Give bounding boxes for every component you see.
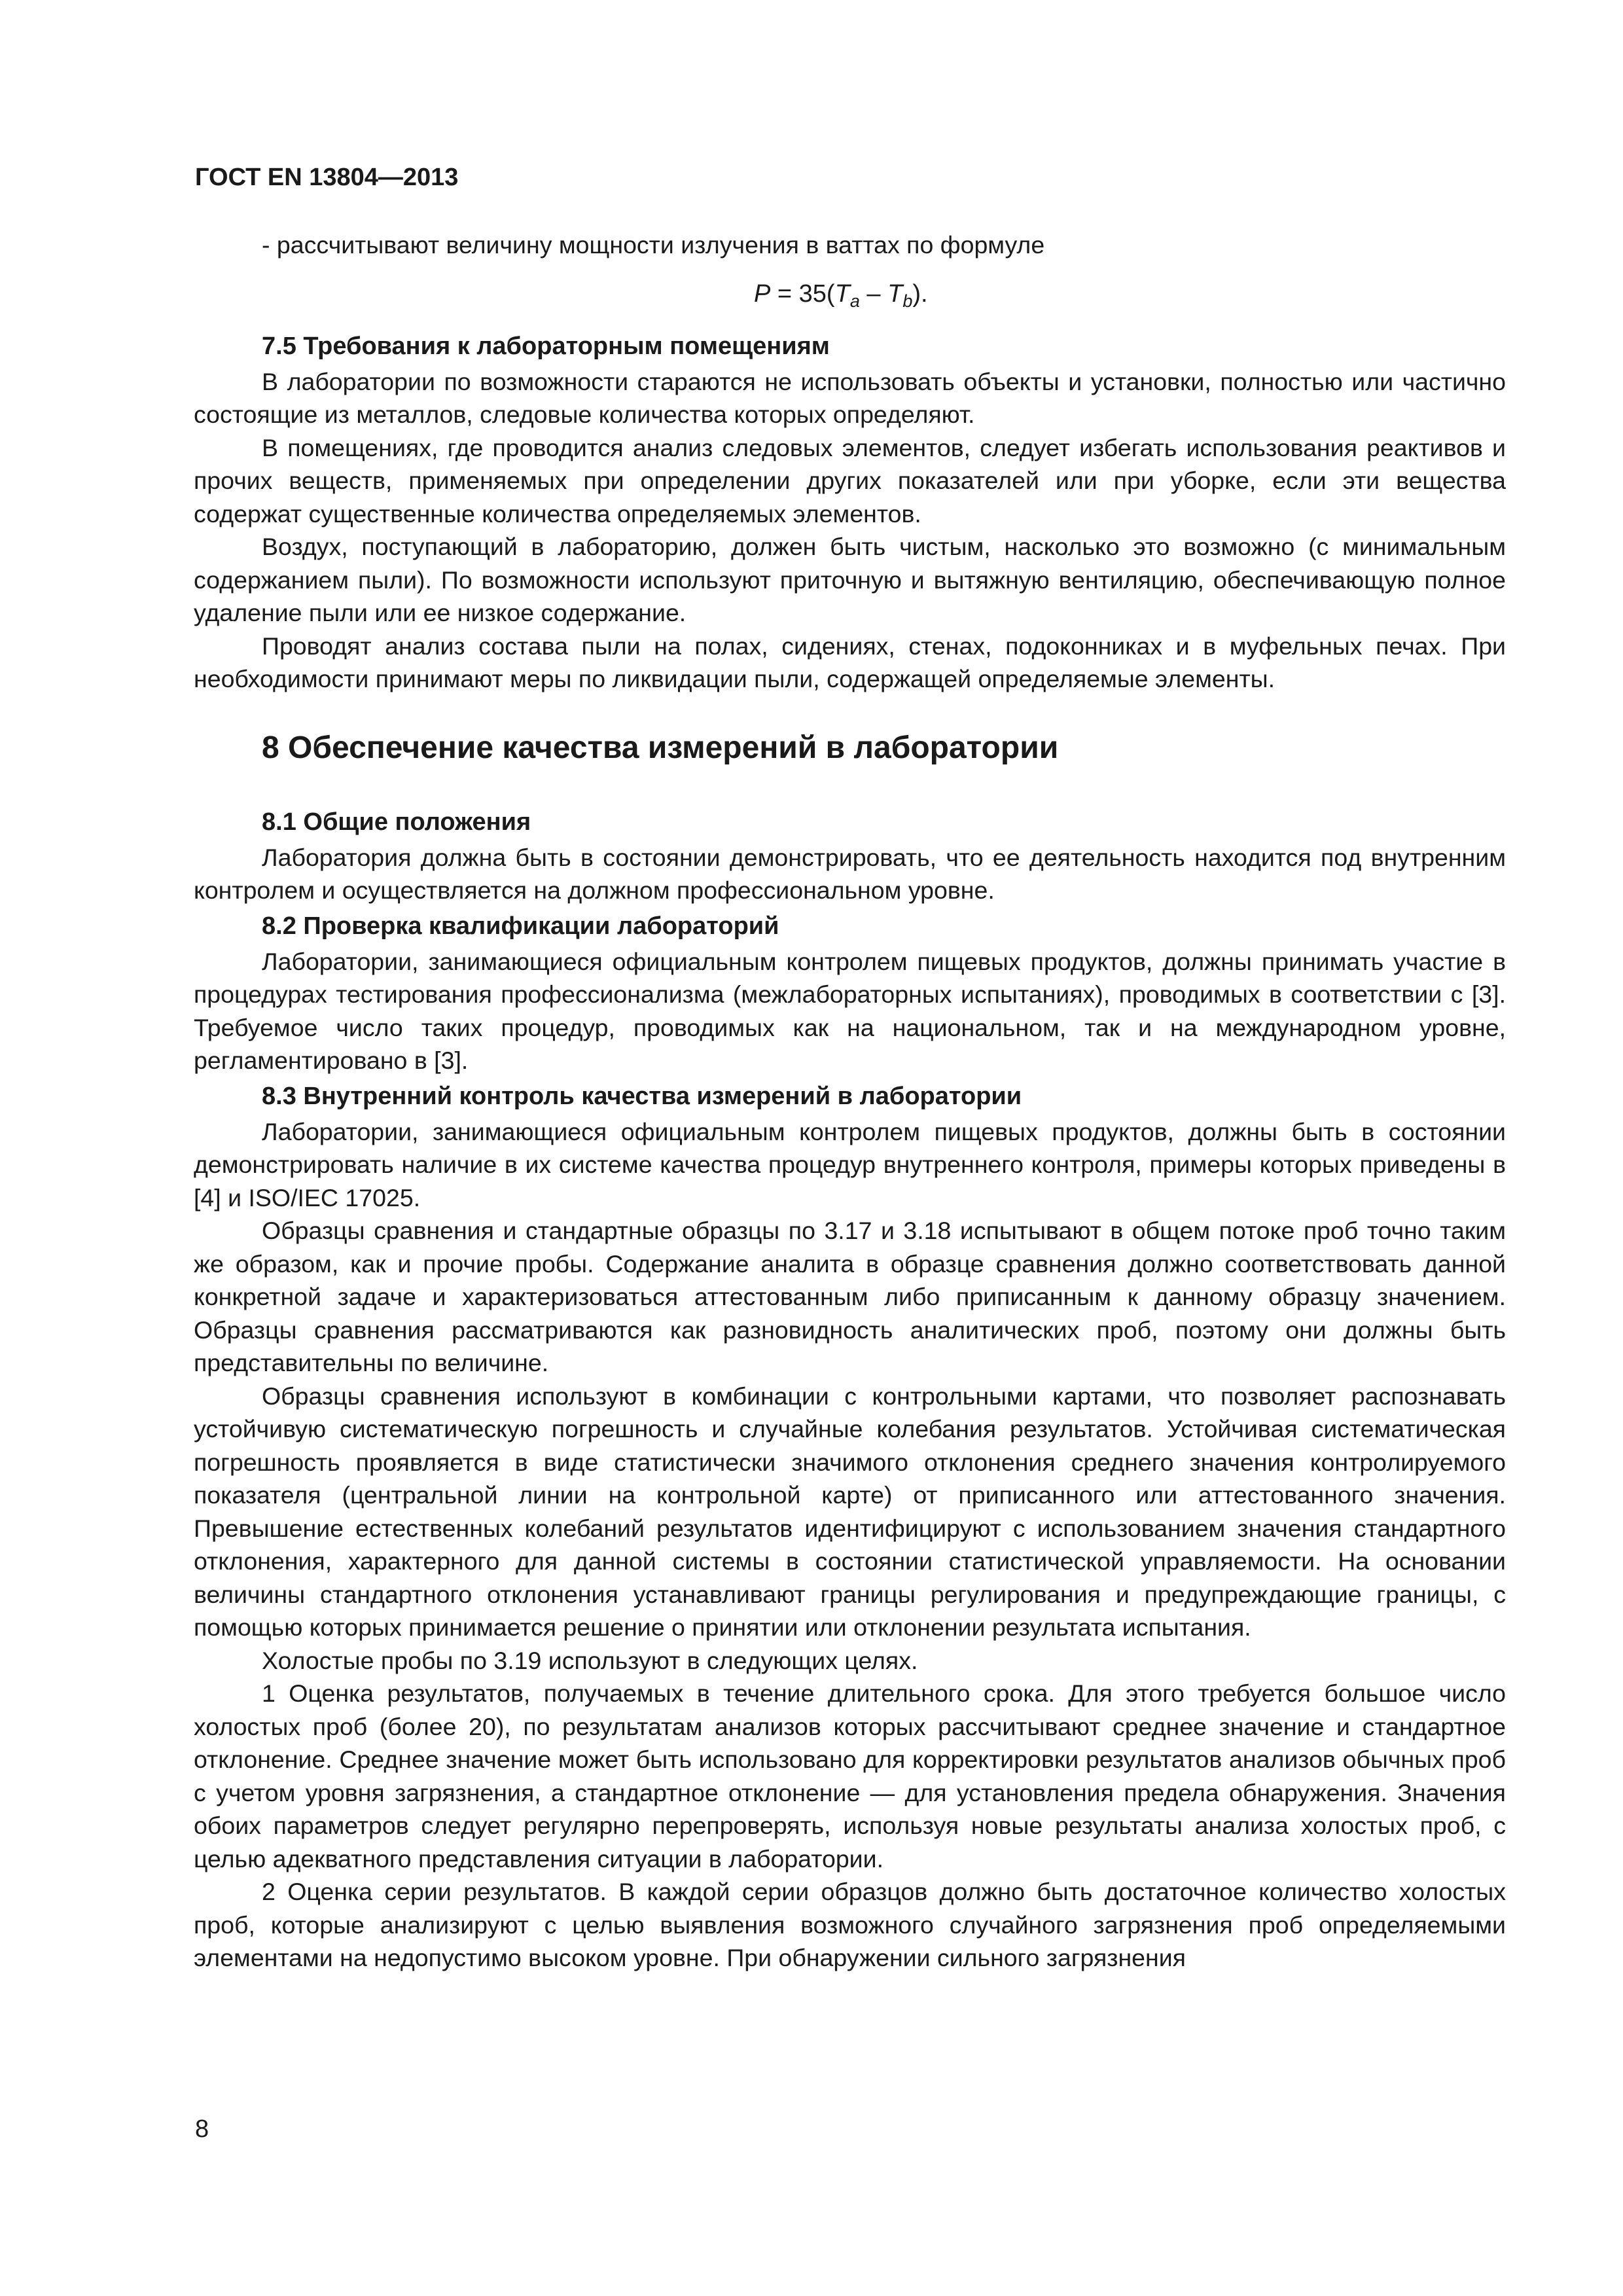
paragraph: 1 Оценка результатов, получаемых в течение длительного срока. Для этого требуется большое число холостых проб (более 20), по результатам анализов которых рассчитывают среднее значение и стандартное отклонение. Среднее значение может быть использовано для корректировки результатов анализов обычных проб с учетом уровня загрязнения, а стандартное отклонение — для установления предела обнаружения. Значения обоих параметров следует регулярно перепроверять, используя новые результаты анализа холостых проб, с целью адекватного представления ситуации в лаборатории. (194, 1679, 1506, 1873)
paragraph: Лаборатории, занимающиеся официальным контролем пищевых продуктов, должны быть в состоянии демонстрировать наличие в их системе качества процедур внутреннего контроля, примеры которых приведены в [4] и ISO/IEC 17025. (194, 1117, 1506, 1211)
paragraph: В помещениях, где проводится анализ следовых элементов, следует избегать использования реактивов и прочих веществ, применяемых при определении других показателей или при уборке, если эти вещества содержат существенные количества определяемых элементов. (194, 433, 1506, 528)
paragraph: Образцы сравнения и стандартные образцы по 3.17 и 3.18 испытывают в общем потоке проб точно таким же образом, как и прочие пробы. Содержание аналита в образце сравнения должно соответствовать данной конкретной задаче и характеризоваться аттестованным либо приписанным к данному образцу значением. Образцы сравнения рассматриваются как разновидность аналитических проб, поэтому они должны быть представительны по величине. (194, 1217, 1506, 1376)
power-formula: $P = 35(T_a - T_b)$. (754, 279, 928, 311)
paragraph: Образцы сравнения используют в комбинации с контрольными картами, что позволяет распознавать устойчивую систематическую погрешность и случайные колебания результатов. Устойчивая систематическая погрешность проявляется в виде статистически значимого отклонения среднего значения контролируемого показателя (центральной линии на контрольной карте) от приписанного или аттестованного значения. Превышение естественных колебаний результатов идентифицируют с использованием значения стандартного отклонения, характерного для данной системы в состоянии статистической управляемости. На основании величины стандартного отклонения устанавливают границы регулирования и предупреждающие границы, с помощью которых принимается решение о принятии или отклонении результата испытания. (194, 1382, 1506, 1641)
paragraph: Холостые пробы по 3.19 используют в следующих целях. (262, 1646, 918, 1674)
section-heading-7-5: 7.5 Требования к лабораторным помещениям (262, 332, 830, 360)
section-heading-8-3: 8.3 Внутренний контроль качества измерений в лаборатории (262, 1082, 1022, 1110)
paragraph: В лаборатории по возможности стараются не использовать объекты и установки, полностью или частично состоящие из металлов, следовые количества которых определяют. (194, 367, 1506, 428)
formula-intro-text: - рассчитывают величину мощности излучения в ваттах по формуле (262, 231, 1045, 259)
section-heading-8-1: 8.1 Общие положения (262, 808, 531, 836)
section-heading-8-2: 8.2 Проверка квалификации лабораторий (262, 912, 779, 940)
document-body (194, 228, 1506, 1975)
section-heading-8: 8 Обеспечение качества измерений в лаборатории (262, 730, 1059, 765)
paragraph: Воздух, поступающий в лабораторию, должен быть чистым, насколько это возможно (с минимальным содержанием пыли). По возможности используют приточную и вытяжную вентиляцию, обеспечивающую полное удаление пыли или ее низкое содержание. (194, 533, 1506, 626)
paragraph: Проводят анализ состава пыли на полах, сидениях, стенах, подоконниках и в муфельных печах. При необходимости принимают меры по ликвидации пыли, содержащей определяемые элементы. (194, 632, 1506, 692)
paragraph: Лаборатории, занимающиеся официальным контролем пищевых продуктов, должны принимать участие в процедурах тестирования профессионализма (межлабораторных испытаниях), проводимых в соответствии с [3]. Требуемое число таких процедур, проводимых как на национальном, так и на международном уровне, регламентировано в [3]. (194, 947, 1506, 1074)
page-number: 8 (195, 2115, 209, 2143)
paragraph: 2 Оценка серии результатов. В каждой серии образцов должно быть достаточное количество холостых проб, которые анализируют с целью выявления возможного случайного загрязнения проб определяемыми элементами на недопустимо высоком уровне. При обнаружении сильного загрязнения (194, 1878, 1506, 1971)
paragraph: Лаборатория должна быть в состоянии демонстрировать, что ее деятельность находится под внутренним контролем и осуществляется на должном профессиональном уровне. (194, 843, 1506, 904)
document-header: ГОСТ EN 13804—2013 (195, 164, 459, 191)
